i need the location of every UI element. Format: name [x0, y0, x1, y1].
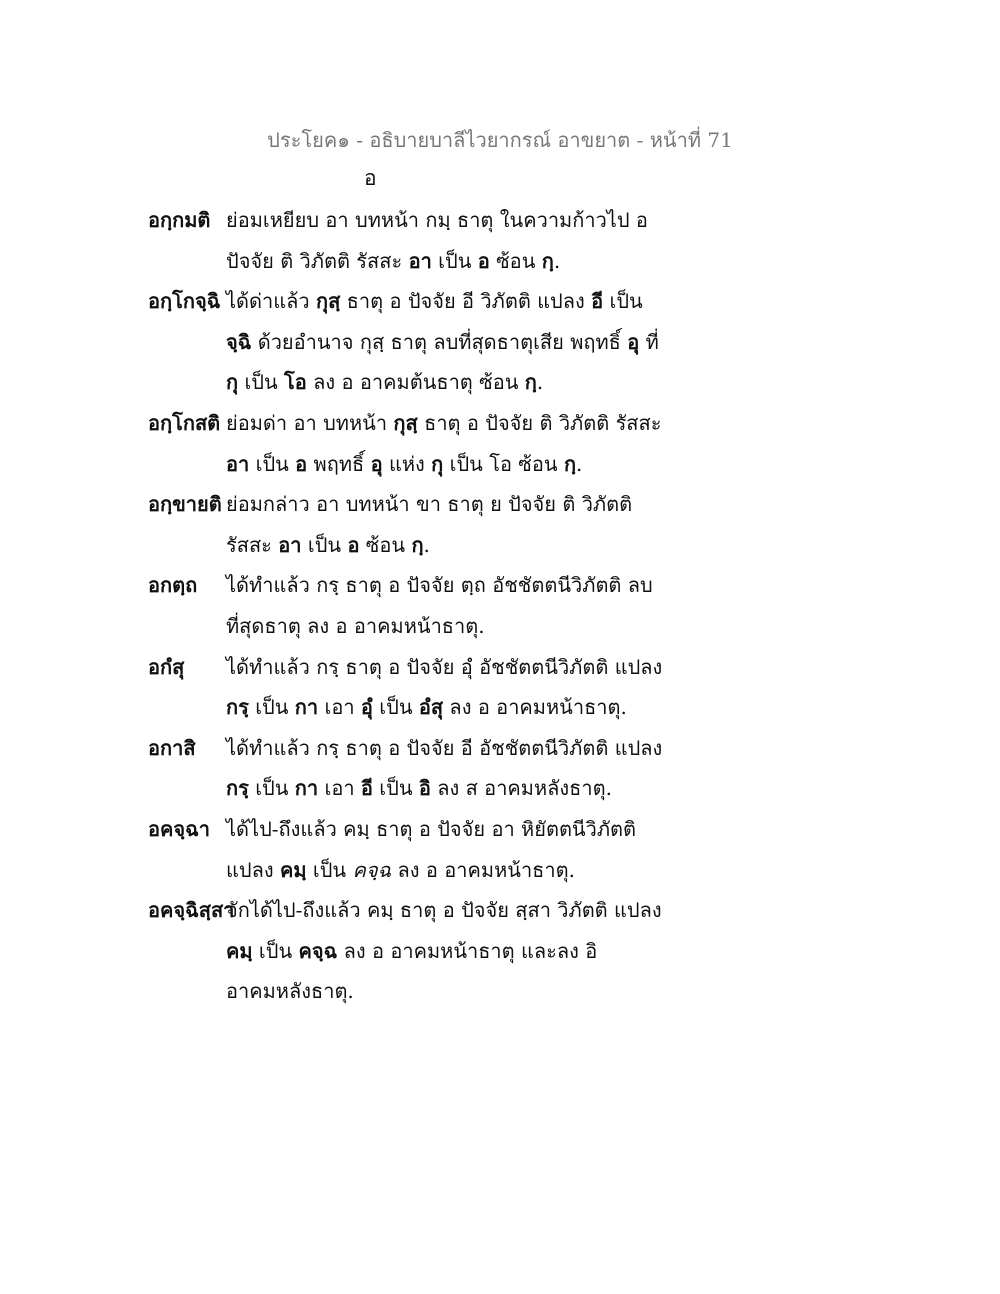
entry-headword: อคจฺฉิสฺสา — [148, 898, 235, 923]
section-letter: อ — [364, 166, 377, 190]
entry-definition — [226, 647, 748, 728]
definition-text: เป็น — [249, 451, 296, 476]
entry-headword: อกฺโกสติ — [148, 410, 221, 435]
definition-text: ธาตุ อ ปัจจัย อี วิภัตติ แปลง — [340, 289, 592, 314]
bold-term: กฺ — [411, 532, 424, 557]
entry-definition — [226, 565, 748, 646]
bold-term: อุ — [627, 329, 640, 354]
definition-text: ที่ — [639, 329, 659, 354]
definition-text: เป็น — [372, 695, 419, 720]
definition-text: ด้วยอำนาจ กุสฺ ธาตุ ลบที่สุดธาตุเสีย พฤทธิ์ — [251, 329, 628, 354]
definition-text: แห่ง — [382, 451, 432, 476]
bold-term: อา — [278, 532, 302, 557]
bold-term: กุสฺ — [316, 289, 341, 314]
definition-text: พฤทธิ์ — [307, 451, 371, 476]
definition-line — [226, 971, 748, 1012]
definition-text: . — [536, 370, 544, 395]
definition-line — [226, 362, 748, 403]
definition-line — [226, 931, 748, 972]
definition-text: เป็น — [248, 695, 295, 720]
definition-text: แปลง — [226, 857, 280, 882]
definition-line — [226, 768, 748, 809]
definition-text: เอา — [318, 776, 361, 801]
definition-text: ได้ไป-ถึงแล้ว คมฺ ธาตุ อ ปัจจัย อา หิยัตตนีวิภัตติ — [226, 816, 636, 841]
bold-term: อ — [477, 248, 490, 273]
entry-headword: อกํสุ — [148, 654, 185, 679]
definition-line — [226, 525, 748, 566]
definition-line — [226, 647, 748, 688]
dictionary-entry — [148, 647, 748, 728]
definition-text: ได้ทำแล้ว กรฺ ธาตุ อ ปัจจัย อุํ อัชชัตตนีวิภัตติ แปลง — [226, 654, 663, 679]
definition-text: . — [576, 451, 583, 476]
bold-term: กุ — [431, 451, 444, 476]
definition-line — [226, 403, 748, 444]
definition-text: เป็น — [372, 776, 419, 801]
dictionary-entry — [148, 200, 748, 281]
bold-term: คจฺฉ — [298, 938, 338, 963]
definition-text: ได้ทำแล้ว กรฺ ธาตุ อ ปัจจัย อี อัชชัตตนีวิภัตติ แปลง — [226, 735, 663, 760]
bold-term: กา — [294, 695, 319, 720]
bold-term: จฺฉิ — [226, 329, 252, 354]
definition-text: เป็น — [603, 289, 643, 314]
bold-term: กฺ — [563, 451, 577, 476]
definition-line — [226, 484, 748, 525]
bold-term: อี — [360, 776, 373, 801]
definition-text: เป็น — [306, 857, 353, 882]
definition-line — [226, 322, 748, 363]
bold-term: อี — [591, 289, 604, 314]
definition-text: ลง อ อาคมหน้าธาตุ และลง อิ — [337, 938, 598, 963]
bold-term: คมฺ — [279, 857, 307, 882]
definition-line — [226, 565, 748, 606]
definition-line — [226, 444, 748, 485]
definition-line — [226, 850, 748, 891]
definition-text: . — [423, 532, 430, 557]
entry-headword: อกฺกมติ — [148, 208, 211, 232]
entry-headword: อกฺโกจฺฉิ — [148, 289, 221, 314]
bold-term: กุ — [226, 370, 239, 395]
definition-line — [226, 687, 748, 728]
bold-term: อ — [347, 532, 360, 557]
definition-text: จักได้ไป-ถึงแล้ว คมฺ ธาตุ อ ปัจจัย สฺสา วิภัตติ แปลง — [226, 898, 662, 923]
definition-line — [226, 606, 748, 647]
entry-definition — [226, 809, 748, 890]
definition-text: ซ้อน — [359, 532, 412, 557]
definition-text: เป็น โอ ซ้อน — [443, 451, 564, 476]
definition-text: รัสสะ — [226, 532, 279, 557]
dictionary-entry — [148, 890, 748, 1012]
dictionary-entry — [148, 484, 748, 565]
definition-text: ย่อมกล่าว อา บทหน้า ขา ธาตุ ย ปัจจัย ติ วิภัตติ — [226, 492, 633, 517]
bold-term: อํสุ — [418, 695, 444, 720]
entry-definition — [226, 403, 748, 484]
entry-headword: อกาสิ — [148, 735, 196, 760]
definition-text: ลง อ อาคมต้นธาตุ ซ้อน — [306, 370, 525, 395]
italic-term: คจฺฉ — [352, 857, 392, 882]
definition-text: ได้ด่าแล้ว — [226, 289, 316, 314]
definition-text: เอา — [318, 695, 361, 720]
entry-definition — [226, 281, 748, 403]
definition-text: ที่สุดธาตุ ลง อ อาคมหน้าธาตุ. — [226, 613, 485, 638]
definition-text: เป็น — [431, 248, 478, 273]
entry-definition — [226, 728, 748, 809]
definition-text: ลง อ อาคมหน้าธาตุ. — [443, 695, 627, 720]
definition-text: เป็น — [301, 532, 348, 557]
definition-text: เป็น — [248, 776, 295, 801]
definition-line — [226, 890, 748, 931]
definition-text: ธาตุ อ ปัจจัย ติ วิภัตติ รัสสะ — [417, 410, 662, 435]
bold-term: อุ — [370, 451, 383, 476]
bold-term: อิ — [418, 776, 431, 801]
running-header: ประโยค๑ - อธิบายบาลีไวยากรณ์ อาขยาต - หน้าที่ 71 — [267, 128, 733, 152]
definition-line — [226, 241, 748, 282]
definition-line — [226, 809, 748, 850]
dictionary-entry — [148, 565, 748, 646]
definition-text: ลง ส อาคมหลังธาตุ. — [430, 776, 612, 801]
definition-line — [226, 281, 748, 322]
definition-text: . — [553, 248, 561, 273]
bold-term: อา — [226, 451, 250, 476]
definition-text: ย่อมด่า อา บทหน้า — [226, 410, 394, 435]
entry-headword: อกฺขายติ — [148, 492, 222, 517]
dictionary-entry — [148, 809, 748, 890]
entry-headword: อคจฺฉา — [148, 816, 210, 841]
dictionary-entry — [148, 728, 748, 809]
bold-term: กรฺ — [226, 695, 249, 720]
bold-term: กุสฺ — [393, 410, 418, 435]
definition-text: ซ้อน — [489, 248, 542, 273]
definition-line — [226, 200, 748, 241]
bold-term: กรฺ — [226, 776, 249, 801]
bold-term: อ — [295, 451, 308, 476]
bold-term: กฺ — [524, 370, 537, 395]
bold-term: อา — [408, 248, 432, 273]
definition-text: ลง อ อาคมหน้าธาตุ. — [391, 857, 575, 882]
definition-text: ได้ทำแล้ว กรฺ ธาตุ อ ปัจจัย ตฺถ อัชชัตตนีวิภัตติ ลบ — [226, 573, 653, 598]
dictionary-entry — [148, 403, 748, 484]
bold-term: กฺ — [541, 248, 554, 273]
definition-text: เป็น — [252, 938, 299, 963]
bold-term: กา — [294, 776, 319, 801]
bold-term: อุํ — [360, 695, 373, 720]
bold-term: โอ — [284, 370, 307, 395]
entry-headword: อกตฺถ — [148, 573, 198, 598]
definition-line — [226, 728, 748, 769]
entry-definition — [226, 200, 748, 281]
dictionary-entries — [148, 200, 748, 1012]
definition-text: ปัจจัย ติ วิภัตติ รัสสะ — [226, 248, 409, 273]
definition-text: อาคมหลังธาตุ. — [226, 979, 354, 1004]
dictionary-entry — [148, 281, 748, 403]
definition-text: เป็น — [238, 370, 285, 395]
bold-term: คมฺ — [226, 938, 253, 963]
entry-definition — [226, 484, 748, 565]
entry-definition — [226, 890, 748, 1012]
definition-text: ย่อมเหยียบ อา บทหน้า กมฺ ธาตุ ในความก้าวไป อ — [226, 208, 648, 232]
